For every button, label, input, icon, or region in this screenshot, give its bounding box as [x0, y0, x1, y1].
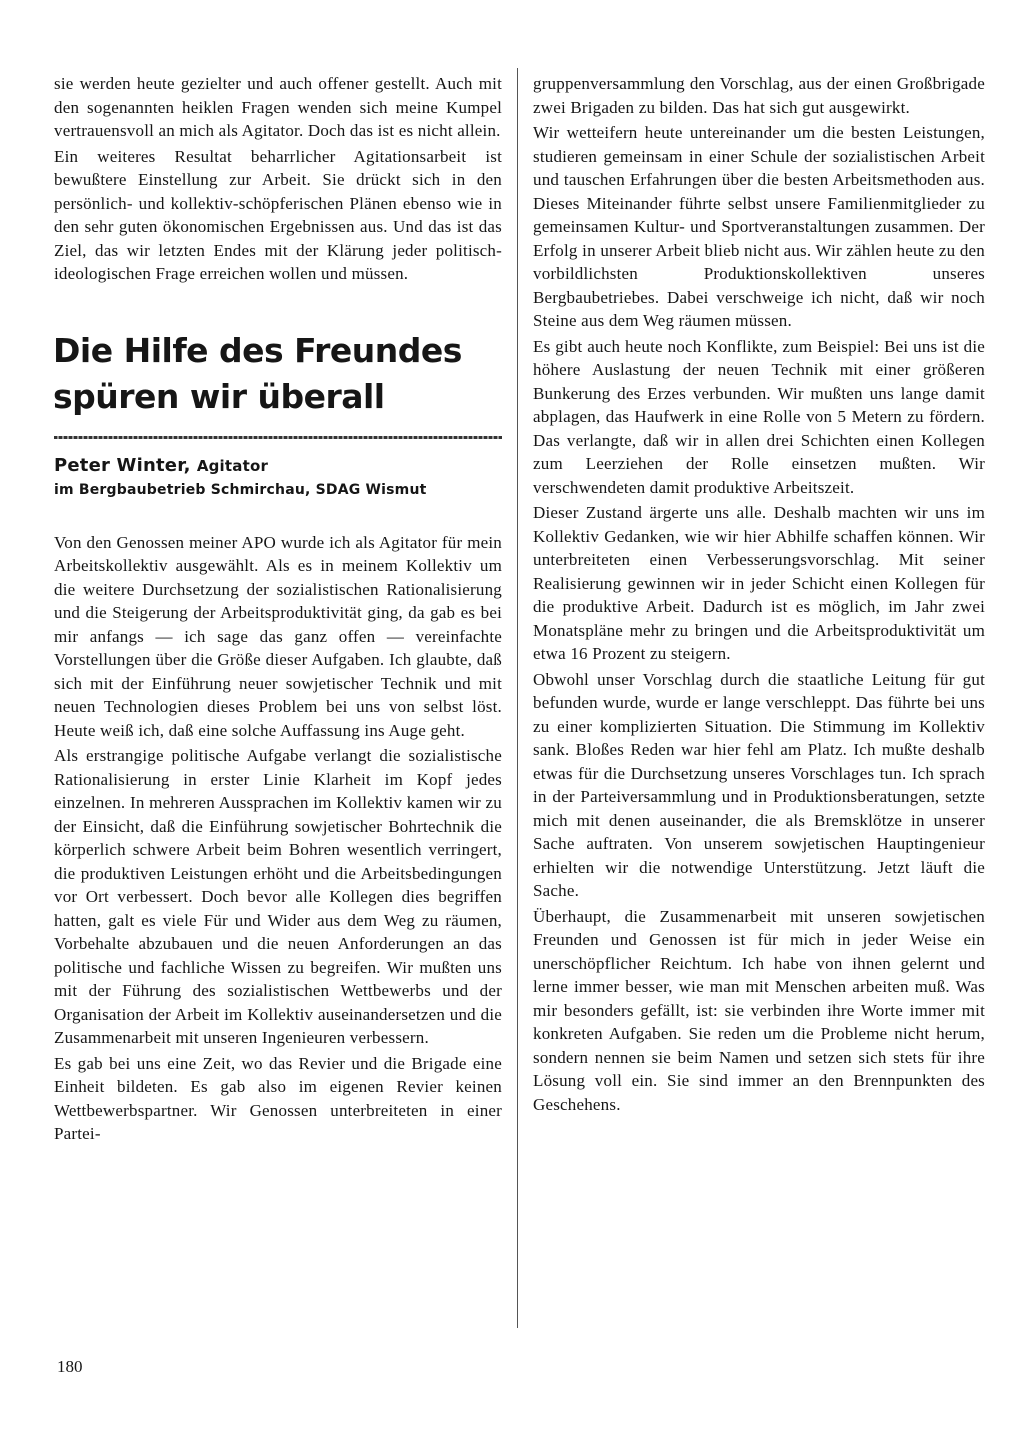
body-paragraph-8: Obwohl unser Vorschlag durch die staatliche Leitung für gut befunden wurde, wurde er lange verschleppt. Das führte bei uns zu einer komplizierten Situation. Die Stimmung im Kollektiv sank. Bloßes Reden war hier fehl am Platz. Ich mußte deshalb etwas für die Durchsetzung unseres Vorschlages tun. Ich sprach in der Parteiversammlung und in Produktionsberatungen, setzte mich mit denen auseinander, die als Bremsklötze in unserer Sache auftraten. Von unserem sowjetischen Hauptingenieur erhielten wir die notwendige Unterstützung. Jetzt läuft die Sache.: [533, 669, 985, 900]
author-organization: im Bergbaubetrieb Schmirchau, SDAG Wismut: [54, 481, 427, 498]
body-paragraph-6: Es gibt auch heute noch Konflikte, zum Beispiel: Bei uns ist die höhere Auslastung der neuen Technik mit einer größeren Bunkerung des Erzes verbunden. Wir mußten uns lange damit abplagen, das Haufwerk in eine Rolle von 5 Metern zu fördern. Das verlangte, daß wir in allen drei Schichten einen Kollegen zum Leerziehen der Rolle einsetzen mußten. Wir verschwendeten damit produktive Arbeitszeit.: [533, 336, 985, 497]
body-paragraph-2: Als erstrangige politische Aufgabe verlangt die sozialistische Rationalisierung in erster Linie Klarheit im Kopf jedes einzelnen. In mehreren Aussprachen im Kollektiv kamen wir zu der Einsicht, daß die Einführung sowjetischer Bohrtechnik die körperlich schwere Arbeit beim Bohren wesentlich verringert, die produktiven Leistungen erhöht und die Arbeitsbedingungen vor Ort verbessert. Doch bevor alle Kollegen dies begriffen hatten, galt es viele Für und Wider aus dem Weg zu räumen, Vorbehalte abzubauen und die neuen Anforderungen an das politische und fachliche Wissen zu begreifen. Wir mußten uns mit der Führung des sozialistischen Wettbewerbs und der Organisation der Arbeit im Kollektiv auseinandersetzen und die Zusammenarbeit mit unseren Ingenieuren verbessern.: [54, 746, 502, 1047]
right-column: [533, 72, 985, 1118]
author-role: Agitator: [196, 456, 269, 475]
intro-paragraph-1: sie werden heute gezielter und auch offener gestellt. Auch mit den sogenannten heiklen Fragen wenden sich meine Kumpel vertrauensvoll an mich als Agitator. Doch das ist es nicht allein.: [54, 74, 502, 140]
left-column: [54, 72, 502, 1148]
headline-line-2: spüren wir überall: [53, 376, 385, 416]
headline-rule: [54, 436, 502, 439]
body-paragraph-5: Wir wetteifern heute untereinander um die besten Leistungen, studieren gemeinsam in einer Schule der sozialistischen Arbeit und tauschen Erfahrungen über die besten Arbeitsmethoden aus. Dieses Miteinander führte selbst unsere Familienmitglieder zu gemeinsamen Kultur- und Sportveranstaltungen zusammen. Der Erfolg in unserer Arbeit blieb nicht aus. Wir zählen heute zu den vorbildlichsten Produktionskollektiven unseres Bergbaubetriebes. Dabei verschweige ich nicht, daß wir noch Steine aus dem Weg räumen müssen.: [533, 123, 985, 330]
headline-line-1: Die Hilfe des Freundes: [53, 330, 462, 370]
author-name: Peter Winter,: [54, 454, 191, 476]
byline: [54, 453, 502, 479]
body-paragraph-7: Dieser Zustand ärgerte uns alle. Deshalb machten wir uns im Kollektiv Gedanken, wie wir hier Abhilfe schaffen können. Wir unterbreiteten einen Verbesserungsvorschlag. Mit seiner Realisierung gewinnen wir in jeder Schicht einen Kollegen für die produktive Arbeit. Dadurch ist es möglich, im Jahr zwei Monatspläne mehr zu bringen und die Arbeitsproduktivität um etwa 16 Prozent zu steigern.: [533, 503, 985, 663]
body-paragraph-4: gruppenversammlung den Vorschlag, aus der einen Großbrigade zwei Brigaden zu bilden. Das hat sich gut ausgewirkt.: [533, 74, 985, 117]
intro-paragraph-2: Ein weiteres Resultat beharrlicher Agitationsarbeit ist bewußtere Einstellung zur Arbeit. Sie drückt sich in den persönlich- und kollektiv-schöpferischen Plänen ebenso wie in den sehr guten ökonomischen Ergebnissen aus. Und das ist das Ziel, das wir letzten Endes mit der Klärung jeder politisch-ideologischen Frage erreichen wollen und müssen.: [54, 146, 502, 283]
body-paragraph-9: Überhaupt, die Zusammenarbeit mit unseren sowjetischen Freunden und Genossen ist für mich in jeder Weise ein unerschöpflicher Reichtum. Ich habe von ihnen gelernt und lerne immer besser, wie man mit Menschen arbeiten muß. Was mir besonders gefällt, ist: sie verbinden ihre Worte immer mit konkreten Aufgaben. Sie reden um die Probleme nicht herum, sondern nennen sie beim Namen und setzen sich stets für ihre Lösung voll ein. Sie sind immer an den Brennpunkten des Geschehens.: [533, 906, 985, 1114]
body-paragraph-3: Es gab bei uns eine Zeit, wo das Revier und die Brigade eine Einheit bildeten. Es gab also im eigenen Revier keinen Wettbewerbspartner. Wir Genossen unterbreiteten in einer Partei-: [54, 1053, 502, 1143]
column-divider: [517, 68, 518, 1328]
article-headline: [53, 328, 502, 420]
body-paragraph-1: Von den Genossen meiner APO wurde ich als Agitator für mein Arbeitskollektiv ausgewählt. Als es in meinem Kollektiv um die weitere Durchsetzung der sozialistischen Rationalisierung und die Steigerung der Arbeitsproduktivität ging, da gab es bei mir anfangs — ich sage das ganz offen — vereinfachte Vorstellungen über die Größe dieser Aufgaben. Ich glaubte, daß sich mit der Einführung neuer sowjetischer Technik und mit neuen Technologien dieses Problem bei uns von selbst löst. Heute weiß ich, daß eine solche Auffassung ins Auge geht.: [54, 532, 502, 740]
page-number: 180: [57, 1357, 83, 1376]
